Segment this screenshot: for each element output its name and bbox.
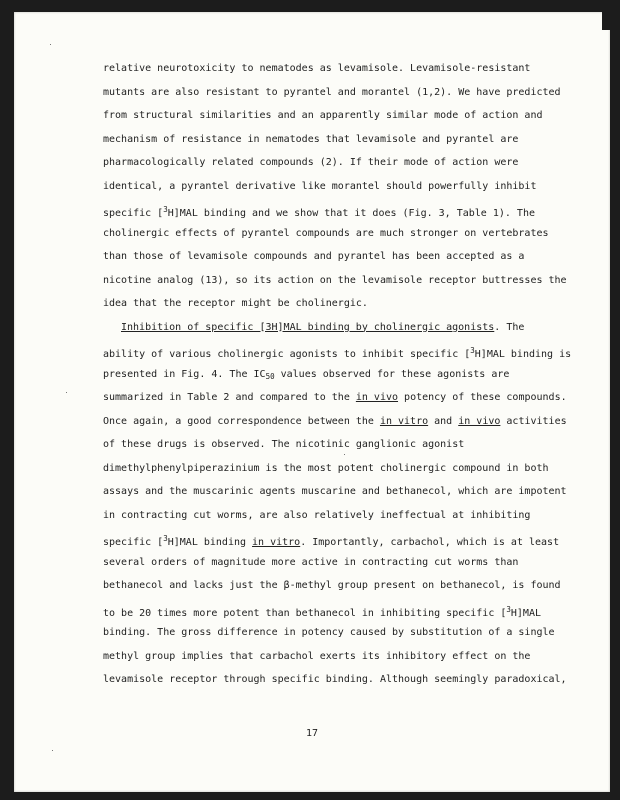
text-segment: values observed for these agonists are — [274, 368, 510, 380]
text-line — [103, 598, 573, 622]
text-segment: H]MAL binding is — [474, 349, 572, 360]
text-segment: pharmacologically related compounds (2). If their mode of action were — [103, 157, 519, 168]
text-segment: summarized in Table 2 and compared to the — [103, 392, 356, 403]
superscript: 3 — [163, 205, 168, 214]
text-line — [103, 551, 573, 575]
text-line — [103, 198, 573, 222]
text-segment: bethanecol and lacks just the β-methyl group present on bethanecol, is found — [103, 580, 561, 591]
text-segment: idea that the receptor might be cholinergic. — [103, 298, 368, 309]
text-segment: from structural similarities and an apparently similar mode of action and — [103, 110, 543, 121]
text-segment: . Importantly, carbachol, which is at least — [300, 537, 560, 548]
text-segment: activities — [500, 415, 567, 427]
text-segment: binding. The gross difference in potency caused by substitution of a single — [103, 627, 555, 638]
text-segment: nicotine analog (13), so its action on the levamisole receptor buttresses the — [103, 274, 567, 286]
text-line — [103, 457, 573, 481]
scan-speck — [50, 44, 51, 45]
subscript: 50 — [265, 371, 275, 381]
underlined-text: in vitro — [379, 415, 429, 427]
text-line — [103, 245, 573, 269]
document-page — [14, 12, 610, 792]
text-segment: to be 20 times more potent than bethanecol in inhibiting specific [ — [103, 607, 507, 619]
text-segment: assays and the muscarinic agents muscarine and bethanecol, which are impotent — [103, 486, 567, 497]
scan-speck — [52, 750, 53, 751]
text-line — [103, 292, 573, 316]
text-segment: methyl group implies that carbachol exerts its inhibitory effect on the — [103, 650, 531, 662]
text-line — [103, 645, 573, 669]
text-line — [103, 175, 573, 199]
text-line — [103, 433, 573, 457]
page-corner-shadow — [602, 12, 610, 30]
text-line — [103, 410, 573, 434]
text-segment: specific [ — [103, 208, 164, 219]
text-segment: potency of these compounds. — [398, 392, 567, 403]
text-line — [103, 339, 573, 363]
superscript: 3 — [506, 604, 511, 614]
text-segment: presented in Fig. 4. The IC — [103, 368, 266, 380]
superscript: 3 — [163, 534, 168, 543]
text-line — [103, 668, 573, 692]
text-segment: dimethylphenylpiperazinium is the most potent cholinergic compound in both — [103, 462, 549, 474]
text-segment: . The — [494, 321, 525, 333]
text-line — [103, 128, 573, 152]
superscript: 3 — [470, 346, 475, 355]
text-segment: specific [ — [103, 537, 164, 548]
text-segment: H]MAL — [510, 607, 541, 619]
text-line — [103, 504, 573, 528]
text-segment: H]MAL binding — [167, 537, 253, 548]
text-segment: of these drugs is observed. The nicotinic ganglionic agonist — [103, 439, 465, 450]
text-segment: several orders of magnitude more active in contracting cut worms than — [103, 556, 519, 568]
text-segment: and — [428, 415, 459, 427]
body-text — [103, 57, 573, 692]
text-segment: mechanism of resistance in nematodes that levamisole and pyrantel are — [103, 133, 519, 145]
text-line — [103, 57, 573, 81]
text-line — [103, 527, 573, 551]
page-number: 17 — [305, 728, 319, 739]
text-segment: cholinergic effects of pyrantel compounds are much stronger on vertebrates — [103, 227, 549, 239]
text-line — [103, 269, 573, 293]
text-line — [103, 316, 573, 340]
text-segment: relative neurotoxicity to nematodes as levamisole. Levamisole-resistant — [103, 63, 531, 74]
text-segment: mutants are also resistant to pyrantel and morantel (1,2). We have predicted — [103, 86, 561, 98]
scan-speck — [66, 392, 67, 393]
text-segment: levamisole receptor through specific binding. Although seemingly paradoxical, — [103, 674, 567, 685]
underlined-text: in vitro — [252, 537, 301, 548]
text-line — [103, 480, 573, 504]
text-segment: than those of levamisole compounds and pyrantel has been accepted as a — [103, 251, 525, 262]
text-line — [103, 151, 573, 175]
text-segment: ability of various cholinergic agonists to inhibit specific [ — [103, 349, 471, 360]
text-line — [103, 222, 573, 246]
text-line — [103, 574, 573, 598]
text-segment: H]MAL binding and we show that it does (Fig. 3, Table 1). The — [167, 208, 535, 219]
text-segment: Once again, a good correspondence between the — [103, 415, 380, 427]
underlined-text: in vivo — [458, 415, 501, 427]
text-line — [103, 104, 573, 128]
underlined-text: Inhibition of specific [3H]MAL binding by cholinergic agonists — [121, 321, 495, 333]
text-segment: identical, a pyrantel derivative like morantel should powerfully inhibit — [103, 180, 537, 192]
text-line — [103, 81, 573, 105]
text-line — [103, 363, 573, 387]
text-line — [103, 621, 573, 645]
text-segment: in contracting cut worms, are also relatively ineffectual at inhibiting — [103, 509, 531, 521]
text-line — [103, 386, 573, 410]
underlined-text: in vivo — [355, 392, 399, 403]
